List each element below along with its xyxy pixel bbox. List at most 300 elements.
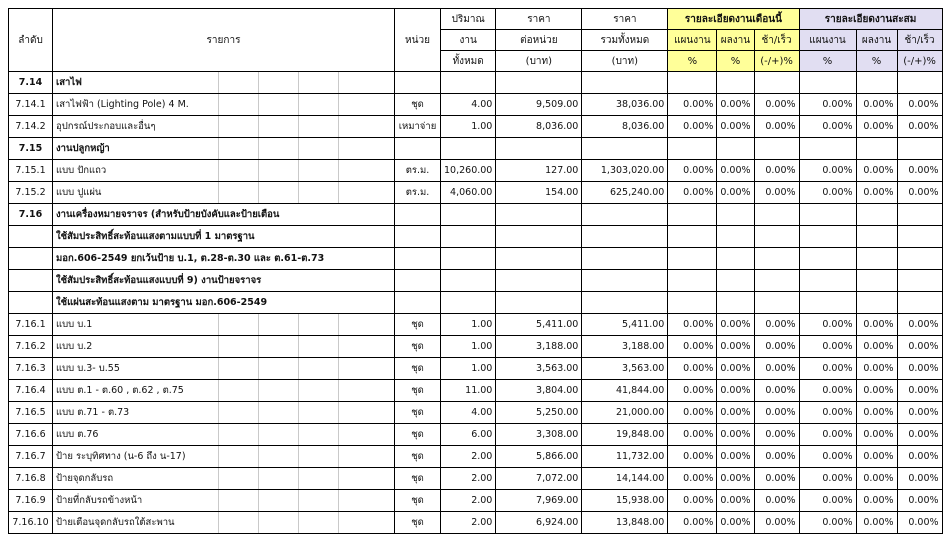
cum-result-cell: 0.00% [856, 358, 897, 380]
table-row [9, 94, 943, 116]
item-name: แบบ บ.1 [53, 314, 395, 336]
cum-plan-cell [799, 204, 856, 226]
header-month-delay: ช้า/เร็ว [754, 30, 799, 51]
row-number: 7.16.7 [9, 446, 53, 468]
header-cum-plan: แผนงาน [799, 30, 856, 51]
quantity-cell: 6.00 [441, 424, 496, 446]
cum-plan-cell [799, 72, 856, 94]
header-qty-2: งาน [441, 30, 496, 51]
quantity-cell: 1.00 [441, 116, 496, 138]
row-number: 7.16.5 [9, 402, 53, 424]
cum-delay-cell: 0.00% [897, 490, 942, 512]
cum-plan-cell [799, 226, 856, 248]
total-price-cell: 1,303,020.00 [582, 160, 668, 182]
cum-result-cell [856, 226, 897, 248]
item-name: แบบ ต.76 [53, 424, 395, 446]
unit-cell: ชุด [395, 424, 441, 446]
unit-price-cell: 3,563.00 [496, 358, 582, 380]
cum-delay-cell [897, 226, 942, 248]
cum-result-cell: 0.00% [856, 182, 897, 204]
total-price-cell: 13,848.00 [582, 512, 668, 534]
cum-delay-cell [897, 270, 942, 292]
unit-price-cell: 7,072.00 [496, 468, 582, 490]
header-month-result-pct: % [717, 51, 754, 72]
unit-price-cell: 3,188.00 [496, 336, 582, 358]
total-price-cell: 19,848.00 [582, 424, 668, 446]
unit-price-cell [496, 270, 582, 292]
quantity-cell: 11.00 [441, 380, 496, 402]
cum-delay-cell: 0.00% [897, 160, 942, 182]
table-row [9, 116, 943, 138]
quantity-cell [441, 270, 496, 292]
month-delay-cell: 0.00% [754, 314, 799, 336]
month-plan-cell: 0.00% [668, 160, 717, 182]
row-number: 7.16 [9, 204, 53, 226]
cum-plan-cell: 0.00% [799, 116, 856, 138]
cum-result-cell: 0.00% [856, 402, 897, 424]
item-name: งานปลูกหญ้า [53, 138, 395, 160]
cum-result-cell [856, 248, 897, 270]
cum-delay-cell: 0.00% [897, 468, 942, 490]
month-result-cell: 0.00% [717, 116, 754, 138]
unit-price-cell: 5,250.00 [496, 402, 582, 424]
quantity-cell: 10,260.00 [441, 160, 496, 182]
month-delay-cell [754, 204, 799, 226]
cum-result-cell [856, 270, 897, 292]
month-result-cell: 0.00% [717, 182, 754, 204]
cum-result-cell: 0.00% [856, 94, 897, 116]
spreadsheet [8, 8, 943, 534]
table-row [9, 138, 943, 160]
month-plan-cell [668, 226, 717, 248]
unit-price-cell: 5,866.00 [496, 446, 582, 468]
cum-plan-cell [799, 248, 856, 270]
cum-result-cell: 0.00% [856, 336, 897, 358]
cum-delay-cell: 0.00% [897, 358, 942, 380]
unit-cell [395, 204, 441, 226]
month-plan-cell [668, 292, 717, 314]
table-row [9, 358, 943, 380]
month-result-cell: 0.00% [717, 490, 754, 512]
cum-result-cell: 0.00% [856, 468, 897, 490]
month-delay-cell: 0.00% [754, 490, 799, 512]
item-name: แบบ บ.3- บ.55 [53, 358, 395, 380]
unit-price-cell: 9,509.00 [496, 94, 582, 116]
table-row [9, 490, 943, 512]
cum-delay-cell: 0.00% [897, 446, 942, 468]
total-price-cell: 3,563.00 [582, 358, 668, 380]
row-number: 7.14.1 [9, 94, 53, 116]
month-plan-cell [668, 270, 717, 292]
month-result-cell: 0.00% [717, 468, 754, 490]
unit-cell: ชุด [395, 446, 441, 468]
month-delay-cell [754, 270, 799, 292]
header-cumulative-group: รายละเอียดงานสะสม [799, 9, 942, 30]
row-number: 7.16.2 [9, 336, 53, 358]
quantity-cell: 4.00 [441, 402, 496, 424]
unit-price-cell [496, 204, 582, 226]
header-month-plan-pct: % [668, 51, 717, 72]
row-number: 7.16.8 [9, 468, 53, 490]
month-result-cell: 0.00% [717, 380, 754, 402]
cum-delay-cell [897, 138, 942, 160]
cum-result-cell [856, 204, 897, 226]
unit-cell [395, 270, 441, 292]
month-delay-cell: 0.00% [754, 512, 799, 534]
cum-plan-cell: 0.00% [799, 468, 856, 490]
item-name: แบบ ปักแถว [53, 160, 395, 182]
item-name: ใช้สัมประสิทธิ์สะท้อนแสงแบบที่ 9) งานป้ายจราจร [53, 270, 395, 292]
month-result-cell: 0.00% [717, 446, 754, 468]
quantity-cell [441, 72, 496, 94]
item-name: แบบ บ.2 [53, 336, 395, 358]
total-price-cell: 38,036.00 [582, 94, 668, 116]
unit-cell: ตร.ม. [395, 160, 441, 182]
row-number: 7.14 [9, 72, 53, 94]
table-row [9, 424, 943, 446]
cum-delay-cell: 0.00% [897, 94, 942, 116]
cum-result-cell: 0.00% [856, 116, 897, 138]
header-total-price-2: รวมทั้งหมด [582, 30, 668, 51]
header-cum-delay: ช้า/เร็ว [897, 30, 942, 51]
cum-result-cell: 0.00% [856, 380, 897, 402]
unit-cell: ชุด [395, 380, 441, 402]
cum-plan-cell: 0.00% [799, 94, 856, 116]
quantity-cell: 2.00 [441, 468, 496, 490]
unit-price-cell: 127.00 [496, 160, 582, 182]
item-name: เสาไฟ [53, 72, 395, 94]
month-result-cell: 0.00% [717, 336, 754, 358]
cum-result-cell [856, 72, 897, 94]
item-name: แบบ ปูแผ่น [53, 182, 395, 204]
header-unit: หน่วย [395, 9, 441, 72]
row-number [9, 292, 53, 314]
unit-cell [395, 138, 441, 160]
quantity-cell: 4.00 [441, 94, 496, 116]
table-row [9, 468, 943, 490]
month-result-cell: 0.00% [717, 402, 754, 424]
row-number: 7.15 [9, 138, 53, 160]
month-delay-cell: 0.00% [754, 424, 799, 446]
header-unit-price-2: ต่อหน่วย [496, 30, 582, 51]
cum-plan-cell: 0.00% [799, 424, 856, 446]
row-number [9, 226, 53, 248]
row-number: 7.15.2 [9, 182, 53, 204]
item-name: อุปกรณ์ประกอบและอื่นๆ [53, 116, 395, 138]
item-name: งานเครื่องหมายจราจร (สำหรับป้ายบังคับและป้ายเตือน [53, 204, 395, 226]
quantity-cell [441, 292, 496, 314]
header-qty-1: ปริมาณ [441, 9, 496, 30]
unit-cell: ชุด [395, 358, 441, 380]
month-plan-cell [668, 72, 717, 94]
total-price-cell: 21,000.00 [582, 402, 668, 424]
quantity-cell: 2.00 [441, 446, 496, 468]
item-name: ใช้แผ่นสะท้อนแสงตาม มาตรฐาน มอก.606-2549 [53, 292, 395, 314]
table-row [9, 292, 943, 314]
month-plan-cell: 0.00% [668, 424, 717, 446]
row-number: 7.15.1 [9, 160, 53, 182]
table-row [9, 336, 943, 358]
cum-result-cell [856, 138, 897, 160]
month-delay-cell: 0.00% [754, 358, 799, 380]
month-result-cell: 0.00% [717, 512, 754, 534]
cum-plan-cell: 0.00% [799, 182, 856, 204]
month-plan-cell: 0.00% [668, 380, 717, 402]
header-unit-price-1: ราคา [496, 9, 582, 30]
month-plan-cell [668, 248, 717, 270]
unit-price-cell [496, 248, 582, 270]
unit-cell: ตร.ม. [395, 182, 441, 204]
month-result-cell [717, 292, 754, 314]
unit-cell: ชุด [395, 94, 441, 116]
header-cum-delay-pct: (-/+)% [897, 51, 942, 72]
total-price-cell [582, 270, 668, 292]
cum-plan-cell: 0.00% [799, 160, 856, 182]
month-plan-cell: 0.00% [668, 116, 717, 138]
header-no: ลำดับ [9, 9, 53, 72]
total-price-cell [582, 138, 668, 160]
cum-plan-cell: 0.00% [799, 490, 856, 512]
cum-delay-cell [897, 248, 942, 270]
month-delay-cell: 0.00% [754, 468, 799, 490]
month-result-cell [717, 204, 754, 226]
month-result-cell [717, 138, 754, 160]
unit-price-cell: 154.00 [496, 182, 582, 204]
cum-plan-cell: 0.00% [799, 358, 856, 380]
header-month-group: รายละเอียดงานเดือนนี้ [668, 9, 799, 30]
total-price-cell: 41,844.00 [582, 380, 668, 402]
cum-delay-cell: 0.00% [897, 402, 942, 424]
month-delay-cell: 0.00% [754, 336, 799, 358]
unit-price-cell: 6,924.00 [496, 512, 582, 534]
unit-price-cell [496, 226, 582, 248]
quantity-cell: 2.00 [441, 512, 496, 534]
quantity-cell [441, 138, 496, 160]
item-name: แบบ ต.1 - ต.60 , ต.62 , ต.75 [53, 380, 395, 402]
cum-delay-cell: 0.00% [897, 424, 942, 446]
month-result-cell [717, 226, 754, 248]
cum-result-cell: 0.00% [856, 424, 897, 446]
cum-delay-cell [897, 204, 942, 226]
unit-cell [395, 248, 441, 270]
table-row [9, 248, 943, 270]
table-row [9, 380, 943, 402]
month-delay-cell: 0.00% [754, 116, 799, 138]
cum-plan-cell: 0.00% [799, 402, 856, 424]
row-number: 7.16.3 [9, 358, 53, 380]
month-result-cell: 0.00% [717, 314, 754, 336]
month-plan-cell: 0.00% [668, 446, 717, 468]
cum-plan-cell: 0.00% [799, 446, 856, 468]
month-plan-cell: 0.00% [668, 182, 717, 204]
item-name: เสาไฟฟ้า (Lighting Pole) 4 M. [53, 94, 395, 116]
table-row [9, 72, 943, 94]
month-result-cell [717, 72, 754, 94]
table-row [9, 512, 943, 534]
quantity-cell [441, 248, 496, 270]
item-name: ป้ายเตือนจุดกลับรถใต้สะพาน [53, 512, 395, 534]
cum-result-cell: 0.00% [856, 314, 897, 336]
item-name: ใช้สัมประสิทธิ์สะท้อนแสงตามแบบที่ 1 มาตรฐาน [53, 226, 395, 248]
cum-result-cell [856, 292, 897, 314]
month-delay-cell [754, 292, 799, 314]
month-result-cell [717, 270, 754, 292]
total-price-cell: 15,938.00 [582, 490, 668, 512]
cum-plan-cell: 0.00% [799, 512, 856, 534]
month-delay-cell [754, 248, 799, 270]
item-name: ป้ายที่กลับรถข้างหน้า [53, 490, 395, 512]
month-result-cell: 0.00% [717, 94, 754, 116]
total-price-cell [582, 204, 668, 226]
header-cum-plan-pct: % [799, 51, 856, 72]
cum-delay-cell: 0.00% [897, 182, 942, 204]
month-delay-cell: 0.00% [754, 402, 799, 424]
table-row [9, 204, 943, 226]
progress-table [8, 8, 943, 534]
item-name: มอก.606-2549 ยกเว้นป้าย บ.1, ต.28-ต.30 และ ต.61-ต.73 [53, 248, 395, 270]
cum-delay-cell: 0.00% [897, 314, 942, 336]
header-month-delay-pct: (-/+)% [754, 51, 799, 72]
cum-result-cell: 0.00% [856, 512, 897, 534]
unit-cell [395, 72, 441, 94]
unit-cell: ชุด [395, 336, 441, 358]
table-row [9, 446, 943, 468]
unit-price-cell [496, 292, 582, 314]
table-row [9, 182, 943, 204]
header-qty-3: ทั้งหมด [441, 51, 496, 72]
cum-delay-cell: 0.00% [897, 336, 942, 358]
month-plan-cell [668, 138, 717, 160]
unit-price-cell: 3,308.00 [496, 424, 582, 446]
total-price-cell: 5,411.00 [582, 314, 668, 336]
month-plan-cell: 0.00% [668, 336, 717, 358]
cum-result-cell: 0.00% [856, 446, 897, 468]
month-result-cell [717, 248, 754, 270]
month-plan-cell: 0.00% [668, 94, 717, 116]
cum-plan-cell [799, 292, 856, 314]
unit-cell: ชุด [395, 402, 441, 424]
header-total-price-1: ราคา [582, 9, 668, 30]
total-price-cell: 14,144.00 [582, 468, 668, 490]
row-number [9, 270, 53, 292]
unit-cell: ชุด [395, 490, 441, 512]
item-name: ป้าย ระบุทิศทาง (น-6 ถึง น-17) [53, 446, 395, 468]
table-body [9, 72, 943, 534]
quantity-cell: 1.00 [441, 336, 496, 358]
header-month-plan: แผนงาน [668, 30, 717, 51]
cum-delay-cell [897, 72, 942, 94]
unit-cell: ชุด [395, 512, 441, 534]
total-price-cell [582, 292, 668, 314]
header-cum-result-pct: % [856, 51, 897, 72]
month-plan-cell: 0.00% [668, 402, 717, 424]
row-number: 7.16.6 [9, 424, 53, 446]
header-unit-price-3: (บาท) [496, 51, 582, 72]
header-cum-result: ผลงาน [856, 30, 897, 51]
unit-price-cell: 3,804.00 [496, 380, 582, 402]
cum-result-cell: 0.00% [856, 160, 897, 182]
unit-cell [395, 226, 441, 248]
month-plan-cell: 0.00% [668, 490, 717, 512]
total-price-cell: 625,240.00 [582, 182, 668, 204]
header-month-result: ผลงาน [717, 30, 754, 51]
row-number: 7.16.10 [9, 512, 53, 534]
header-total-price-3: (บาท) [582, 51, 668, 72]
quantity-cell: 2.00 [441, 490, 496, 512]
month-delay-cell [754, 72, 799, 94]
cum-plan-cell [799, 270, 856, 292]
total-price-cell [582, 226, 668, 248]
cum-delay-cell [897, 292, 942, 314]
month-result-cell: 0.00% [717, 160, 754, 182]
unit-cell: ชุด [395, 314, 441, 336]
cum-plan-cell: 0.00% [799, 380, 856, 402]
total-price-cell [582, 248, 668, 270]
table-row [9, 402, 943, 424]
unit-cell [395, 292, 441, 314]
row-number: 7.16.4 [9, 380, 53, 402]
table-row [9, 226, 943, 248]
item-name: ป้ายจุดกลับรถ [53, 468, 395, 490]
unit-cell: ชุด [395, 468, 441, 490]
month-plan-cell: 0.00% [668, 512, 717, 534]
month-plan-cell: 0.00% [668, 314, 717, 336]
unit-price-cell: 5,411.00 [496, 314, 582, 336]
cum-plan-cell: 0.00% [799, 314, 856, 336]
unit-price-cell: 7,969.00 [496, 490, 582, 512]
header-item: รายการ [53, 9, 395, 72]
total-price-cell: 3,188.00 [582, 336, 668, 358]
month-plan-cell: 0.00% [668, 468, 717, 490]
row-number: 7.14.2 [9, 116, 53, 138]
unit-price-cell: 8,036.00 [496, 116, 582, 138]
month-plan-cell: 0.00% [668, 358, 717, 380]
quantity-cell: 1.00 [441, 358, 496, 380]
table-row [9, 270, 943, 292]
cum-delay-cell: 0.00% [897, 512, 942, 534]
month-result-cell: 0.00% [717, 424, 754, 446]
cum-plan-cell: 0.00% [799, 336, 856, 358]
unit-price-cell [496, 72, 582, 94]
quantity-cell [441, 204, 496, 226]
month-delay-cell: 0.00% [754, 94, 799, 116]
total-price-cell: 11,732.00 [582, 446, 668, 468]
month-delay-cell [754, 138, 799, 160]
month-delay-cell: 0.00% [754, 380, 799, 402]
month-delay-cell: 0.00% [754, 446, 799, 468]
table-row [9, 314, 943, 336]
month-delay-cell: 0.00% [754, 160, 799, 182]
cum-result-cell: 0.00% [856, 490, 897, 512]
month-plan-cell [668, 204, 717, 226]
item-name: แบบ ต.71 - ต.73 [53, 402, 395, 424]
unit-cell: เหมาจ่าย [395, 116, 441, 138]
cum-delay-cell: 0.00% [897, 380, 942, 402]
cum-plan-cell [799, 138, 856, 160]
total-price-cell: 8,036.00 [582, 116, 668, 138]
table-row [9, 160, 943, 182]
total-price-cell [582, 72, 668, 94]
unit-price-cell [496, 138, 582, 160]
month-delay-cell: 0.00% [754, 182, 799, 204]
month-result-cell: 0.00% [717, 358, 754, 380]
cum-delay-cell: 0.00% [897, 116, 942, 138]
row-number [9, 248, 53, 270]
quantity-cell: 1.00 [441, 314, 496, 336]
quantity-cell: 4,060.00 [441, 182, 496, 204]
quantity-cell [441, 226, 496, 248]
row-number: 7.16.9 [9, 490, 53, 512]
